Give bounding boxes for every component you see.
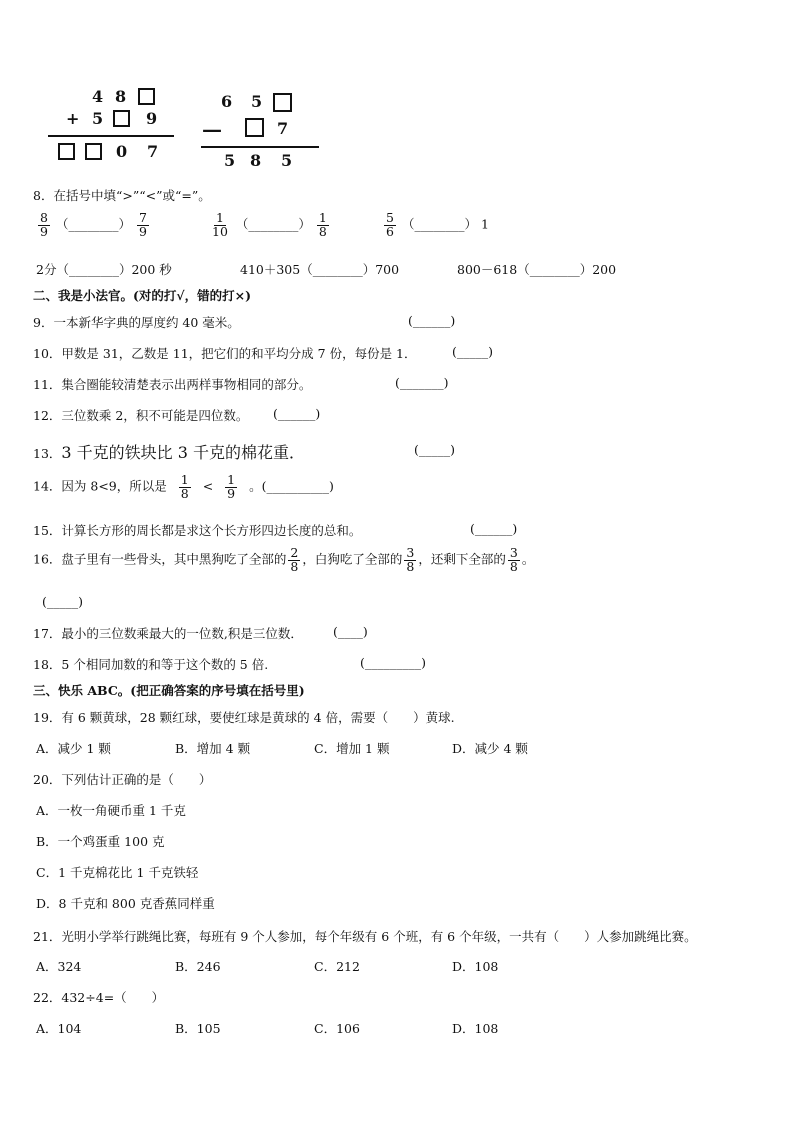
q21-choice-a[interactable]: A．324 bbox=[36, 959, 82, 974]
digit: 5 bbox=[251, 92, 263, 111]
fraction: $\frac{1}{8}$ bbox=[180, 472, 189, 501]
q13-blank[interactable]: (_____) bbox=[414, 442, 456, 457]
blank-box[interactable] bbox=[245, 118, 264, 137]
fraction: $\frac{3}{8}$ bbox=[509, 545, 518, 574]
answer-blank[interactable]: （________） bbox=[300, 262, 376, 277]
q20-choice-a[interactable]: A．一枚一角硬币重 1 千克 bbox=[36, 803, 186, 818]
q12-blank[interactable]: (______) bbox=[273, 406, 321, 421]
digit: 8 bbox=[115, 87, 127, 106]
q19-choice-b[interactable]: B．增加 4 颗 bbox=[175, 741, 251, 756]
blank-box[interactable] bbox=[58, 143, 75, 160]
q8-item-3 bbox=[382, 212, 489, 238]
q18-blank[interactable]: (_________) bbox=[360, 655, 427, 670]
fraction: $\frac{1}{9}$ bbox=[227, 472, 236, 501]
digit: 6 bbox=[221, 92, 233, 111]
q13: 13．3 千克的铁块比 3 千克的棉花重． bbox=[33, 443, 306, 462]
q15-blank[interactable]: (______) bbox=[470, 521, 518, 536]
digit: 5 bbox=[92, 109, 104, 128]
q22-choice-a[interactable]: A．104 bbox=[36, 1021, 82, 1036]
q8-item-6: 800－618（________）200 bbox=[457, 262, 617, 277]
q17-blank[interactable]: (____) bbox=[333, 624, 368, 639]
q8-item-2 bbox=[208, 212, 331, 238]
q22-choice-d[interactable]: D．108 bbox=[452, 1021, 499, 1036]
q21-choice-c[interactable]: C．212 bbox=[314, 959, 360, 974]
fraction: $\frac{5}{6}$ bbox=[386, 210, 394, 239]
answer-blank[interactable]: （________） bbox=[401, 216, 477, 232]
q11-blank[interactable]: (_______) bbox=[395, 375, 449, 390]
q14: 14．因为 8<9，所以是 $\frac{1}{8}$ < $\frac{1}{9}$ 。(__________) bbox=[33, 472, 334, 501]
blank-box[interactable] bbox=[113, 110, 130, 127]
q22-choice-b[interactable]: B．105 bbox=[175, 1021, 221, 1036]
q22-choice-c[interactable]: C．106 bbox=[314, 1021, 360, 1036]
difference-line bbox=[201, 146, 319, 148]
fraction: $\frac{3}{8}$ bbox=[406, 545, 415, 574]
q9-blank[interactable]: (______) bbox=[408, 313, 456, 328]
q17-text: 17．最小的三位数乘最大的一位数,积是三位数． bbox=[33, 626, 303, 641]
q19-choice-a[interactable]: A．减少 1 颗 bbox=[36, 741, 111, 756]
q12-text: 12．三位数乘 2，积不可能是四位数。 bbox=[33, 408, 249, 423]
section-2-title: 二、我是小法官。(对的打√，错的打×) bbox=[33, 288, 252, 303]
q8-item-4: 2分（________）200 秒 bbox=[36, 262, 172, 277]
q11-text: 11．集合圈能较清楚表示出两样事物相同的部分。 bbox=[33, 377, 312, 392]
q8-stem: 8．在括号中填“>”“<”或“=”。 bbox=[33, 188, 211, 203]
digit: 7 bbox=[147, 142, 159, 161]
digit: 4 bbox=[92, 87, 104, 106]
answer-blank[interactable]: （________） bbox=[235, 216, 311, 232]
q21-text: 21．光明小学举行跳绳比赛，每班有 9 个人参加，每个年级有 6 个班，有 6 个年级，一共有（ ）人参加跳绳比赛。 bbox=[33, 929, 697, 944]
q10-text: 10．甲数是 31，乙数是 11，把它们的和平均分成 7 份，每份是 1． bbox=[33, 346, 417, 361]
q16: 16．盘子里有一些骨头，其中黑狗吃了全部的 $\frac{2}{8}$ ，白狗吃了全部的 $\frac{3}{8}$ ，还剩下全部的 $\frac{3}{8}$ 。 bbox=[33, 545, 535, 574]
answer-blank[interactable]: （________） bbox=[55, 216, 131, 232]
minus-sign: — bbox=[202, 117, 222, 141]
blank-box[interactable] bbox=[273, 93, 292, 112]
fraction: $\frac{1}{8}$ bbox=[318, 210, 327, 239]
q14-blank[interactable]: (__________) bbox=[261, 478, 334, 494]
q21-choice-d[interactable]: D．108 bbox=[452, 959, 499, 974]
answer-blank[interactable]: （________） bbox=[56, 262, 132, 277]
fraction: $\frac{2}{8}$ bbox=[290, 545, 299, 574]
q19-choice-d[interactable]: D．减少 4 颗 bbox=[452, 741, 528, 756]
fraction: $\frac{1}{10}$ bbox=[212, 210, 228, 239]
q18-text: 18．5 个相同加数的和等于这个数的 5 倍. bbox=[33, 657, 269, 672]
digit: 5 bbox=[224, 151, 236, 170]
plus-sign: + bbox=[66, 109, 80, 128]
q19-choice-c[interactable]: C．增加 1 颗 bbox=[314, 741, 390, 756]
q10-blank[interactable]: (_____) bbox=[452, 344, 494, 359]
q8-item-1 bbox=[36, 212, 151, 238]
section-3-title: 三、快乐 ABC。(把正确答案的序号填在括号里) bbox=[33, 683, 305, 698]
fraction: $\frac{7}{9}$ bbox=[138, 210, 147, 239]
q19-text: 19．有 6 颗黄球，28 颗红球，要使红球是黄球的 4 倍，需要（ ）黄球. bbox=[33, 710, 455, 725]
digit: 7 bbox=[277, 119, 289, 138]
q9-text: 9．一本新华字典的厚度约 40 毫米。 bbox=[33, 315, 240, 330]
q16-blank[interactable]: (_____) bbox=[42, 594, 84, 609]
q8-item-5: 410＋305（________）700 bbox=[240, 262, 400, 277]
digit: 0 bbox=[116, 142, 128, 161]
q20-choice-d[interactable]: D．8 千克和 800 克香蕉同样重 bbox=[36, 896, 215, 911]
sum-line bbox=[48, 135, 174, 137]
q21-choice-b[interactable]: B．246 bbox=[175, 959, 221, 974]
q15-text: 15．计算长方形的周长都是求这个长方形四边长度的总和。 bbox=[33, 523, 362, 538]
number: 1 bbox=[480, 216, 489, 232]
digit: 8 bbox=[250, 151, 262, 170]
q20-choice-c[interactable]: C．1 千克棉花比 1 千克铁轻 bbox=[36, 865, 199, 880]
q20-choice-b[interactable]: B．一个鸡蛋重 100 克 bbox=[36, 834, 165, 849]
blank-box[interactable] bbox=[138, 88, 155, 105]
blank-box[interactable] bbox=[85, 143, 102, 160]
q20-text: 20．下列估计正确的是（ ） bbox=[33, 772, 212, 787]
q22-text: 22．432÷4=（ ） bbox=[33, 990, 165, 1005]
digit: 5 bbox=[281, 151, 293, 170]
answer-blank[interactable]: （________） bbox=[517, 262, 593, 277]
fraction: $\frac{8}{9}$ bbox=[40, 210, 48, 239]
digit: 9 bbox=[146, 109, 158, 128]
